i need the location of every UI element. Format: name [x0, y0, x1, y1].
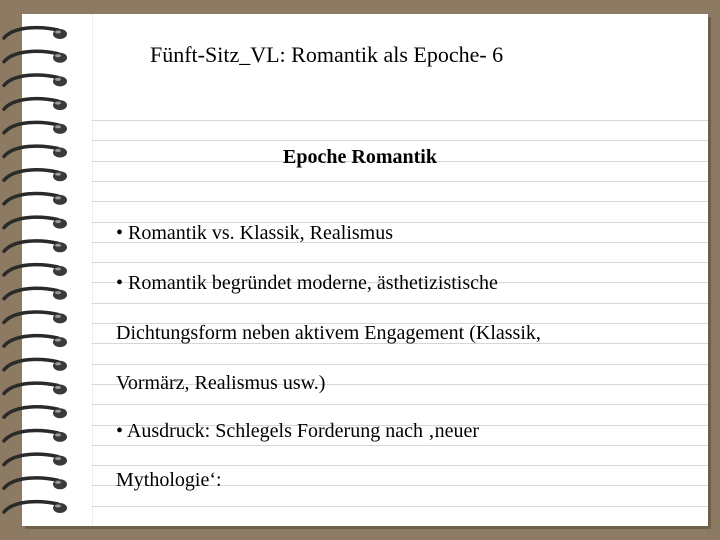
- bullet-line-1: • Romantik vs. Klassik, Realismus: [116, 222, 394, 244]
- slide-title: Fünft-Sitz_VL: Romantik als Epoche- 6: [150, 42, 504, 67]
- page-rule: [92, 404, 708, 405]
- spiral-coil: [4, 359, 67, 370]
- spiral-coil: [4, 241, 67, 252]
- spiral-coil: [4, 217, 67, 228]
- page-rule: [92, 181, 708, 182]
- spiral-coil: [4, 265, 67, 276]
- page-rule: [92, 303, 708, 304]
- margin-line: [92, 14, 93, 526]
- page-rule: [92, 465, 708, 466]
- bullet-line-3: • Ausdruck: Schlegels Forderung nach ‚neuer: [116, 420, 480, 442]
- page-rule: [92, 201, 708, 202]
- spiral-binding-icon: [0, 22, 80, 522]
- page-rule: [92, 445, 708, 446]
- page-rule: [92, 262, 708, 263]
- spiral-coil: [4, 336, 67, 347]
- spiral-coil: [4, 478, 67, 489]
- bullet-line-3-cont: Mythologie‘:: [116, 469, 222, 491]
- spiral-coil: [4, 170, 67, 181]
- page-rule: [92, 120, 708, 121]
- bullet-line-2-cont-1: Dichtungsform neben aktivem Engagement (Klassik,: [116, 322, 541, 344]
- spiral-coil: [4, 99, 67, 110]
- spiral-coil: [4, 194, 67, 205]
- spiral-coil: [4, 288, 67, 299]
- spiral-coil: [4, 51, 67, 62]
- spiral-coil: [4, 383, 67, 394]
- spiral-coil: [4, 502, 67, 513]
- bullet-line-2-cont-2: Vormärz, Realismus usw.): [116, 372, 326, 394]
- notebook-page: [22, 14, 708, 526]
- spiral-coil: [4, 312, 67, 323]
- bullet-line-2: • Romantik begründet moderne, ästhetizistische: [116, 272, 498, 294]
- page-rule: [92, 140, 708, 141]
- page-rule: [92, 364, 708, 365]
- spiral-coil: [4, 431, 67, 442]
- spiral-coil: [4, 122, 67, 133]
- spiral-coil: [4, 28, 67, 39]
- spiral-coil: [4, 75, 67, 86]
- spiral-coil: [4, 454, 67, 465]
- section-heading: Epoche Romantik: [283, 146, 437, 168]
- page-rule: [92, 506, 708, 507]
- spiral-coil: [4, 407, 67, 418]
